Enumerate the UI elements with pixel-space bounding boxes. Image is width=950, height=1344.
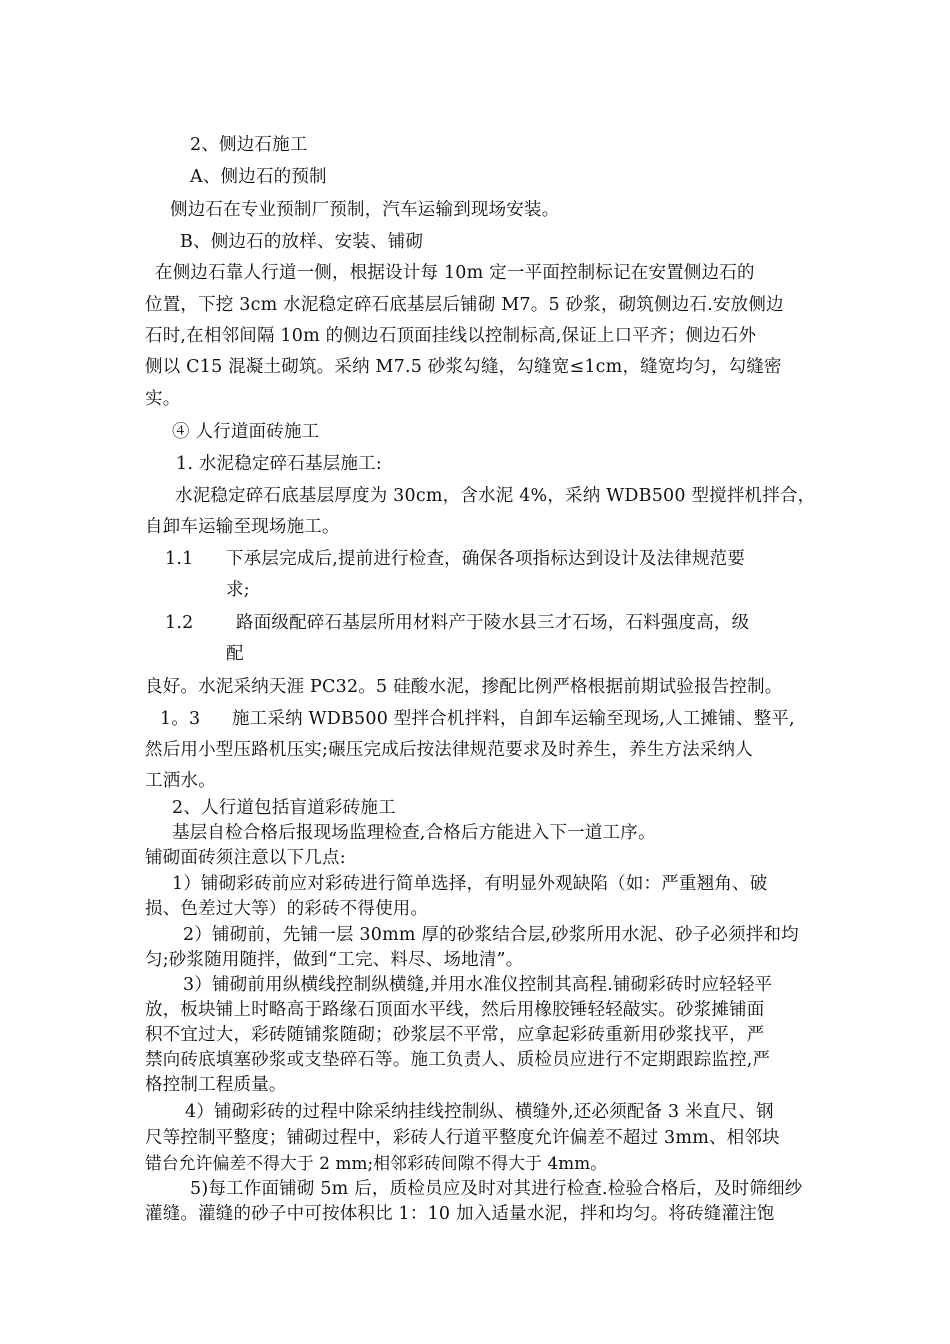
note-line: 格控制工程质量。 bbox=[145, 1075, 287, 1095]
paragraph-line: 位置，下挖 3cm 水泥稳定碎石底基层后铺砌 M7。5 砂浆，砌筑侧边石.安放侧边 bbox=[145, 295, 784, 315]
paragraph-curb-prefab: 侧边石在专业预制厂预制，汽车运输到现场安装。 bbox=[170, 200, 560, 220]
item-continuation: 良好。水泥采纳天涯 PC32。5 硅酸水泥，掺配比例严格根据前期试验报告控制。 bbox=[145, 677, 783, 697]
note-line: 损、色差过大等）的彩砖不得使用。 bbox=[145, 899, 429, 919]
paragraph-line: 在侧边石靠人行道一侧，根据设计每 10m 定一平面控制标记在安置侧边石的 bbox=[155, 263, 755, 283]
item-text-line: 下承层完成后,提前进行检查，确保各项指标达到设计及法律规范要 bbox=[226, 549, 746, 569]
note-line: 1）铺砌彩砖前应对彩砖进行简单选择，有明显外观缺陷（如：严重翘角、破 bbox=[172, 874, 768, 894]
subheading-curb-prefab: A、侧边石的预制 bbox=[190, 167, 327, 187]
item-text-line: 求; bbox=[226, 580, 250, 600]
paragraph-line: 自卸车运输至现场施工。 bbox=[145, 517, 340, 537]
item-text-line: 施工采纳 WDB500 型拌合机拌料，自卸车运输至现场,人工摊铺、整平, bbox=[232, 709, 795, 729]
paragraph-line: 实。 bbox=[145, 389, 181, 409]
section-heading-curb: 2、侧边石施工 bbox=[190, 135, 308, 155]
note-line: 尺等控制平整度；铺砌过程中，彩砖人行道平整度允许偏差不超过 3mm、相邻块 bbox=[145, 1128, 780, 1148]
paragraph-notes-intro: 铺砌面砖须注意以下几点: bbox=[145, 848, 346, 868]
paragraph-line: 侧以 C15 混凝土砌筑。采纳 M7.5 砂浆勾缝，勾缝宽≤1cm，缝宽均匀，勾缝密 bbox=[145, 357, 782, 377]
note-line: 匀;砂浆随用随拌，做到“工完、料尽、场地清”。 bbox=[145, 950, 524, 970]
item-text-line: 路面级配碎石基层所用材料产于陵水县三才石场，石料强度高，级 bbox=[236, 613, 750, 633]
item-text-line: 然后用小型压路机压实;碾压完成后按法律规范要求及时养生，养生方法采纳人 bbox=[145, 740, 753, 760]
note-line: 5)每工作面铺砌 5m 后，质检员应及时对其进行检查.检验合格后，及时筛细纱 bbox=[190, 1179, 803, 1199]
item-number: 1。3 bbox=[160, 709, 201, 729]
note-line: 禁向砖底填塞砂浆或支垫碎石等。施工负责人、质检员应进行不定期跟踪监控,严 bbox=[145, 1050, 771, 1070]
note-line: 错台允许偏差不得大于 2 mm;相邻彩砖间隙不得大于 4mm。 bbox=[145, 1153, 608, 1173]
note-line: 灌缝。灌缝的砂子中可按体积比 1：10 加入适量水泥，拌和均匀。将砖缝灌注饱 bbox=[145, 1204, 775, 1224]
note-line: 积不宜过大，彩砖随铺浆随砌；砂浆层不平常，应拿起彩砖重新用砂浆找平，严 bbox=[145, 1025, 765, 1045]
subheading-base-course: 1. 水泥稳定碎石基层施工: bbox=[176, 454, 382, 474]
subheading-paving-tiles: 2、人行道包括盲道彩砖施工 bbox=[172, 798, 396, 818]
note-line: 3）铺砌前用纵横线控制纵横缝,并用水准仪控制其高程.铺砌彩砖时应轻轻平 bbox=[183, 975, 773, 995]
note-line: 4）铺砌彩砖的过程中除采纳挂线控制纵、横缝外,还必须配备 3 米直尺、钢 bbox=[185, 1102, 774, 1122]
item-text-line: 配 bbox=[226, 644, 244, 664]
note-line: 2）铺砌前，先铺一层 30mm 厚的砂浆结合层,砂浆所用水泥、砂子必须拌和均 bbox=[183, 925, 799, 945]
subheading-curb-install: B、侧边石的放样、安装、铺砌 bbox=[180, 232, 424, 252]
paragraph-line: 水泥稳定碎石底基层厚度为 30cm，含水泥 4%，采纳 WDB500 型搅拌机拌合， bbox=[175, 486, 816, 506]
paragraph-inspection: 基层自检合格后报现场监理检查,合格后方能进入下一道工序。 bbox=[172, 823, 656, 843]
section-heading-sidewalk: ④ 人行道面砖施工 bbox=[172, 422, 320, 442]
note-line: 放，板块铺上时略高于路缘石顶面水平线，然后用橡胶锤轻轻敲实。砂浆摊铺面 bbox=[145, 1000, 765, 1020]
item-number: 1.1 bbox=[165, 549, 194, 569]
item-number: 1.2 bbox=[165, 613, 194, 633]
item-text-line: 工洒水。 bbox=[145, 771, 216, 791]
paragraph-line: 石时,在相邻间隔 10m 的侧边石顶面挂线以控制标高,保证上口平齐；侧边石外 bbox=[145, 326, 757, 346]
